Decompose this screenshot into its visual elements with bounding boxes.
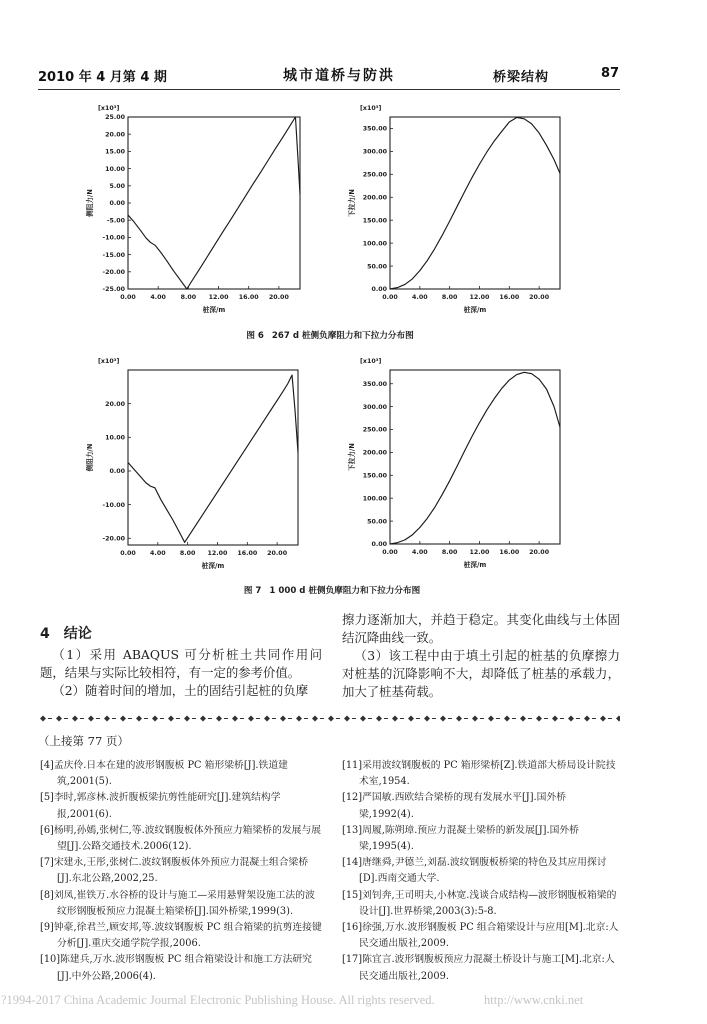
y-tick-label: 150.00 [362,472,387,480]
x-tick-label: 20.00 [267,550,288,557]
reference-item: [13]周履,陈朔璋.预应力混凝土梁桥的新发展[J].国外桥梁,1995(4). [342,824,579,853]
y-axis-label: 下拉力/N [348,189,356,217]
x-tick-label: 4.00 [412,294,428,301]
series-line [390,117,560,289]
reference-item: [4]孟庆伶.日本在建的波形钢腹板 PC 箱形梁桥[J].铁道建筑,2001(5). [40,760,288,788]
y-axis-label: 侧阻力/N [86,189,94,217]
reference-item: [6]杨明,孙嫣,张树仁,等.波纹钢腹板体外预应力箱梁桥的发展与展望[J].公路交通技术.2006(12). [40,824,322,853]
y-tick-label: 0.00 [371,286,387,294]
axis-multiplier: [x10³] [98,358,120,365]
x-tick-label: 12.00 [469,294,490,301]
plot-frame [390,117,560,289]
x-tick-label: 4.00 [150,294,166,301]
y-tick-label: -20.00 [102,535,125,543]
y-tick-label: 50.00 [367,263,387,271]
y-tick-label: 20.00 [105,131,125,139]
x-tick-label: 4.00 [412,549,428,556]
y-tick-label: 250.00 [362,171,387,179]
fig6-caption-text: 267 d 桩侧负摩阻力和下拉力分布图 [271,331,414,341]
reference-item: [11]采用波纹钢腹板的 PC 箱形梁桥[Z].铁道部大桥局设计院技术室,1954. [342,760,616,788]
x-tick-label: 16.00 [499,294,520,301]
y-axis-label: 下拉力/N [348,443,356,471]
x-tick-label: 20.00 [268,294,289,301]
y-tick-label: 200.00 [362,449,387,457]
y-tick-label: 350.00 [362,380,387,388]
y-tick-label: 200.00 [362,194,387,202]
plot-frame [128,370,298,545]
reference-item: [15]刘钊奔,王司明夫,小林宽.浅谈合成结构—波形钢腹板箱梁的设计[J].世界桥梁,2003(3):5-8. [342,889,617,917]
x-axis-label: 桩深/m [463,306,487,314]
axis-multiplier: [x10³] [360,105,382,112]
x-tick-label: 8.00 [441,549,458,556]
y-tick-label: -5.00 [106,217,125,225]
reference-item: [14]唐继舜,尹德兰,刘磊.波纹钢腹板桥梁的特色及其应用探讨[D].西南交通大学. [342,857,607,885]
series-line [128,117,300,289]
x-tick-label: 0.00 [120,294,136,301]
section-title: 结论 [63,626,92,642]
reference-item: [7]宋建永,王彤,张树仁.波纹钢腹板体外预应力混凝土组合梁桥[J].东北公路,2002,25. [40,857,309,885]
reference-item: [9]钟豪,徐君兰,顾安邦,等.波纹钢腹板 PC 组合箱梁的抗剪连接键分析[J].重庆交通学院学报,2006. [40,922,322,950]
y-tick-label: 0.00 [109,200,125,208]
x-tick-label: 12.00 [207,550,228,557]
reference-item: [8]刘凤,崔铁万.水谷桥的设计与施工—采用悬臂架设施工法的波纹形钢腹板预应力混凝土箱梁桥[J].国外桥梁,1999(3). [40,889,315,917]
conclusion-paragraph: （3）该工程中由于填土引起的桩基的负摩擦力对桩基的沉降影响不大，却降低了桩基的承载力，加大了桩基荷载。 [342,648,620,699]
y-tick-label: 10.00 [105,434,125,442]
x-tick-label: 8.00 [180,294,197,301]
fig7-caption [182,584,482,596]
series-line [390,372,560,544]
y-tick-label: 0.00 [109,468,125,476]
footer-copyright: ?1994-2017 China Academic Journal Electronic Publishing House. All rights reserved. [1,993,435,1007]
x-tick-label: 16.00 [237,550,258,557]
y-axis-label: 侧阻力/N [86,443,94,472]
x-tick-label: 0.00 [120,550,136,557]
y-tick-label: -15.00 [102,251,125,259]
y-tick-label: 5.00 [109,183,125,190]
y-tick-label: 25.00 [105,114,125,122]
x-tick-label: 8.00 [441,294,458,301]
footer-url: http://www.cnki.net [484,993,584,1007]
y-tick-label: 50.00 [367,518,387,526]
references-right [342,758,620,985]
x-tick-label: 12.00 [208,294,229,301]
y-tick-label: 300.00 [362,148,387,156]
reference-item: [16]徐强,万水.波形钢腹板 PC 组合箱梁设计与应用[M].北京:人民交通出版社,2009. [342,922,619,950]
y-tick-label: 10.00 [105,165,125,173]
x-tick-label: 16.00 [499,549,520,556]
fig7-lateral-resistance-chart [80,350,312,576]
fig6-label: 图 6 [246,331,264,341]
x-tick-label: 20.00 [529,294,550,301]
axis-multiplier: [x10³] [360,358,382,365]
header-section: 桥梁结构 [493,70,550,85]
text-column-left [40,646,322,700]
section-divider [38,714,620,723]
y-tick-label: -20.00 [102,269,125,276]
y-tick-label: -10.00 [102,234,125,242]
y-tick-label: 100.00 [362,495,387,503]
continued-from-note: （上接第 77 页） [38,734,129,748]
header-journal-name: 城市道桥与防洪 [283,68,395,84]
y-tick-label: -25.00 [102,286,125,294]
conclusion-paragraph: （1）采用 ABAQUS 可分析桩土共同作用问题，结果与实际比较相符，有一定的参考价值。 [40,647,322,680]
text-column-right [342,611,620,701]
conclusion-paragraph-continued: 擦力逐渐加大，并趋于稳定。其变化曲线与土体固结沉降曲线一致。 [342,612,620,645]
plot-frame [128,117,300,289]
header-issue: 2010 年 4 月第 4 期 [38,70,167,85]
reference-item: [12]严国敏.西欧结合梁桥的现有发展水平[J].国外桥梁,1992(4). [342,792,567,820]
reference-item: [17]陈宜言.波形钢腹板预应力混凝土桥设计与施工[M].北京:人民交通出版社,2009. [342,954,615,982]
conclusion-paragraph: （2）随着时间的增加，土的固结引起桩的负摩 [52,683,309,698]
x-tick-label: 0.00 [382,549,398,556]
fig7-caption-text: 1 000 d 桩侧负摩阻力和下拉力分布图 [269,586,421,596]
x-tick-label: 12.00 [469,549,490,556]
fig6-caption [180,329,480,341]
y-tick-label: 100.00 [362,240,387,248]
y-tick-label: 0.00 [371,541,387,549]
x-tick-label: 20.00 [529,549,550,556]
series-line [128,375,298,542]
fig7-label: 图 7 [243,586,262,596]
header-page-number: 87 [601,66,620,81]
x-axis-label: 桩深/m [463,561,487,569]
y-tick-label: -10.00 [102,501,125,509]
section-number: 4 [40,626,50,642]
reference-item: [5]李时,郭彦林.波折腹板梁抗剪性能研究[J].建筑结构学报,2001(6). [40,792,281,820]
fig7-downdrag-force-chart [345,350,570,576]
axis-multiplier: [x10³] [98,105,120,112]
x-tick-label: 16.00 [238,294,259,301]
header-rule [38,89,620,90]
x-tick-label: 8.00 [179,550,196,557]
y-tick-label: 350.00 [362,125,387,133]
y-tick-label: 15.00 [105,148,125,156]
y-tick-label: 20.00 [105,400,125,408]
references-left [40,758,322,985]
reference-item: [10]陈建兵,万水.波形钢腹板 PC 组合箱梁设计和施工方法研究[J].中外公路,2006(4). [40,954,312,982]
y-tick-label: 150.00 [362,217,387,225]
x-axis-label: 桩深/m [202,306,226,314]
y-tick-label: 250.00 [362,426,387,434]
x-tick-label: 0.00 [382,294,398,301]
x-axis-label: 桩深/m [201,562,225,570]
y-tick-label: 300.00 [362,403,387,411]
fig6-downdrag-force-chart [345,98,570,322]
x-tick-label: 4.00 [150,550,166,557]
section-heading [40,623,92,643]
plot-frame [390,370,560,544]
fig6-lateral-resistance-chart [80,98,312,322]
